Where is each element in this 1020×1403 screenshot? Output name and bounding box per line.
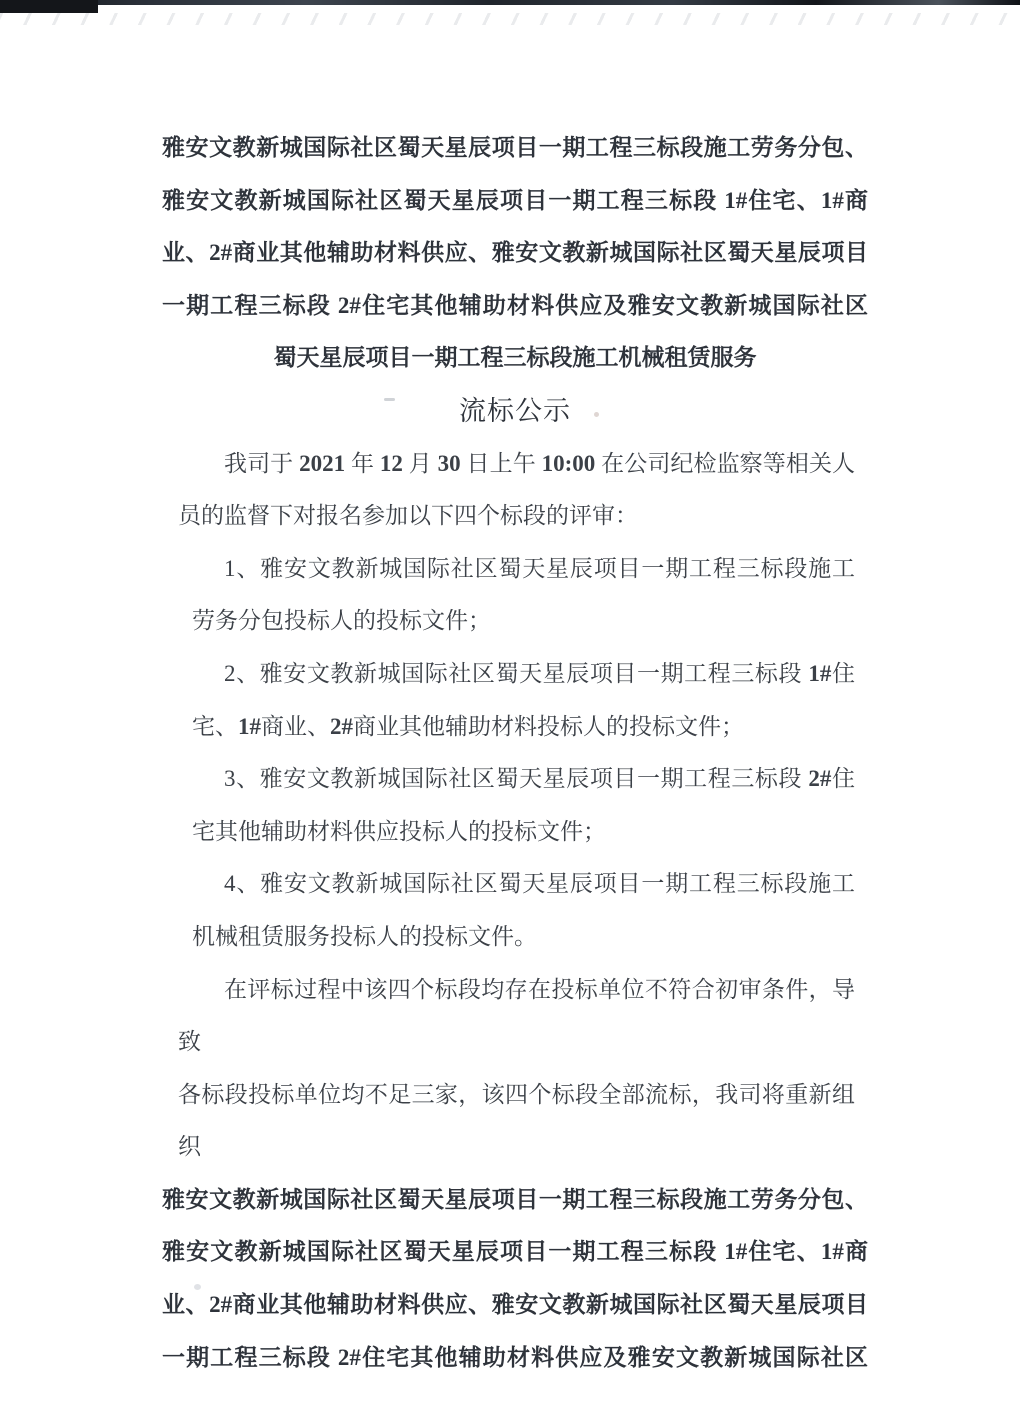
intro-line: 我司于 2021 年 12 月 30 日上午 10:00 在公司纪检监察等相关人 — [224, 450, 856, 476]
scan-corner-artifact — [0, 0, 98, 13]
document-text — [178, 438, 855, 1174]
bid-item-1-line: 1、雅安文教新城国际社区蜀天星辰项目一期工程三标段施工 — [224, 555, 855, 581]
title-line: 一期工程三标段 2#住宅其他辅助材料供应及雅安文教新城国际社区 — [162, 292, 868, 318]
title-line: 雅安文教新城国际社区蜀天星辰项目一期工程三标段施工劳务分包、 — [162, 135, 868, 160]
title-line: 蜀天星辰项目一期工程三标段施工机械租赁服务 — [273, 345, 757, 371]
bid-item-3-line: 3、雅安文教新城国际社区蜀天星辰项目一期工程三标段 2#住 — [224, 766, 856, 792]
reorganize-line: 雅安文教新城国际社区蜀天星辰项目一期工程三标段 1#住宅、1#商 — [162, 1239, 868, 1265]
title-line: 雅安文教新城国际社区蜀天星辰项目一期工程三标段 1#住宅、1#商 — [162, 187, 868, 213]
result-line: 各标段投标单位均不足三家，该四个标段全部流标，我司将重新组织 — [178, 1081, 855, 1160]
document-title — [162, 122, 868, 385]
document-body — [162, 0, 868, 1384]
bid-item-1-line: 劳务分包投标人的投标文件； — [192, 608, 491, 634]
bid-item-4-line: 机械租赁服务投标人的投标文件。 — [192, 923, 537, 949]
reorganize-line: 一期工程三标段 2#住宅其他辅助材料供应及雅安文教新城国际社区 — [162, 1344, 868, 1370]
bid-item-2-line: 2、雅安文教新城国际社区蜀天星辰项目一期工程三标段 1#住 — [224, 660, 856, 686]
bid-item-3-line: 宅其他辅助材料供应投标人的投标文件； — [192, 818, 606, 844]
document-subtitle: 流标公示 — [459, 395, 571, 426]
bid-item-2-line: 宅、1#商业、2#商业其他辅助材料投标人的投标文件； — [192, 713, 744, 739]
reorganize-line: 雅安文教新城国际社区蜀天星辰项目一期工程三标段施工劳务分包、 — [162, 1186, 868, 1212]
intro-line: 员的监督下对报名参加以下四个标段的评审： — [178, 503, 638, 529]
title-line: 业、2#商业其他辅助材料供应、雅安文教新城国际社区蜀天星辰项目 — [162, 240, 868, 266]
reorganize-line: 业、2#商业其他辅助材料供应、雅安文教新城国际社区蜀天星辰项目 — [162, 1292, 868, 1318]
reorganize-project-names — [162, 1174, 868, 1384]
bid-item-4-line: 4、雅安文教新城国际社区蜀天星辰项目一期工程三标段施工 — [224, 871, 855, 897]
result-line: 在评标过程中该四个标段均存在投标单位不符合初审条件，导致 — [178, 976, 855, 1055]
